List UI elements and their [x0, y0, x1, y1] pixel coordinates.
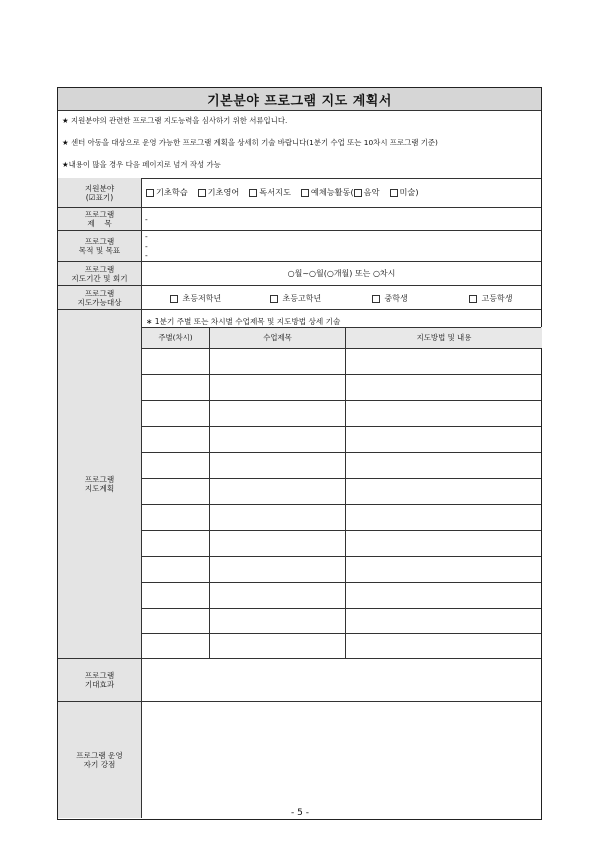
column-header-method: 지도방법 및 내용 — [346, 327, 542, 348]
label-line: 지도계획 — [84, 484, 115, 493]
label-line: (☑표기) — [85, 192, 114, 202]
note-3: ★내용이 많을 경우 다음 페이지로 넘겨 작성 가능 — [62, 160, 221, 169]
checkbox[interactable] — [469, 295, 477, 303]
target-options — [142, 286, 541, 310]
purpose-field[interactable] — [142, 231, 541, 262]
option-label: 독서지도 — [259, 187, 291, 197]
label-line: 지도기간 및 회기 — [71, 273, 128, 283]
checkbox[interactable] — [390, 189, 398, 197]
purpose-line: - — [145, 241, 148, 251]
checkbox[interactable] — [354, 189, 362, 197]
label-line: 제 목 — [87, 219, 112, 228]
label-line: 프로그램 — [84, 475, 115, 484]
grid-line — [142, 374, 541, 375]
option-label: 미술) — [399, 187, 419, 197]
column-header-lesson-title: 수업제목 — [210, 327, 345, 348]
checkbox[interactable] — [301, 189, 309, 197]
target-label — [58, 286, 142, 310]
strength-field[interactable] — [142, 702, 541, 818]
grid-line — [142, 608, 541, 609]
plan-label — [58, 310, 142, 659]
plan-instruction: ∗ 1분기 주별 또는 차시별 수업제목 및 지도방법 상세 기술 — [146, 317, 341, 326]
grid-line — [142, 504, 541, 505]
option-label: 예체능활동( — [310, 187, 354, 197]
label-line: 기대효과 — [84, 680, 115, 689]
checkbox[interactable] — [198, 189, 206, 197]
grid-line — [345, 327, 346, 658]
option-label: 기초영어 — [207, 187, 240, 197]
purpose-label — [58, 231, 142, 262]
support-field-label — [58, 178, 142, 208]
strength-label — [58, 702, 142, 818]
label-line: 지원분야 — [84, 183, 115, 193]
label-line: 프로그램 — [84, 671, 115, 680]
label-line: 프로그램 — [84, 237, 115, 246]
program-title-field[interactable] — [142, 208, 541, 231]
note-1: ★ 지원분야의 관련한 프로그램 지도능력을 심사하기 위한 서류입니다. — [62, 116, 288, 125]
label-line: 프로그램 운영 — [76, 751, 123, 760]
purpose-line: - — [145, 251, 148, 260]
note-2: ★ 센터 아동을 대상으로 운영 가능한 프로그램 계획을 상세히 기술 바랍니다(1분기 수업 또는 10차시 프로그램 기준) — [62, 138, 438, 147]
grid-line — [142, 348, 541, 349]
period-value: ○월~○월(○개월) 또는 ○차시 — [287, 269, 396, 278]
plan-area — [142, 310, 541, 659]
grid-line — [142, 452, 541, 453]
label-line: 목적 및 목표 — [78, 246, 121, 255]
form-title: 기본분야 프로그램 지도 계획서 — [58, 88, 541, 111]
label-line: 프로그램 — [84, 264, 115, 274]
notes-section — [58, 110, 541, 179]
page-number: - 5 - — [291, 808, 309, 818]
option-label: 중학생 — [384, 294, 408, 303]
label-line: 지도가능대상 — [77, 297, 122, 307]
checkbox[interactable] — [249, 189, 257, 197]
label-line: 프로그램 — [84, 210, 115, 219]
column-header-week: 주별(차시) — [142, 327, 209, 348]
option-label: 기초학습 — [156, 187, 188, 197]
grid-line — [142, 478, 541, 479]
label-line: 프로그램 — [84, 288, 115, 298]
title-value: - — [145, 214, 148, 224]
option-label: 고등학생 — [481, 294, 513, 303]
effect-label — [58, 659, 142, 702]
grid-line — [142, 582, 541, 583]
checkbox[interactable] — [372, 295, 380, 303]
grid-line — [142, 327, 541, 328]
support-field-options — [142, 178, 541, 208]
option-label: 초등저학년 — [182, 294, 222, 303]
checkbox[interactable] — [146, 189, 154, 197]
grid-line — [142, 633, 541, 634]
option-label: 초등고학년 — [282, 294, 322, 303]
grid-line — [209, 327, 210, 658]
grid-line — [142, 530, 541, 531]
label-line: 자기 강점 — [83, 760, 116, 769]
period-label — [58, 262, 142, 286]
grid-line — [142, 426, 541, 427]
program-title-label — [58, 208, 142, 231]
checkbox[interactable] — [170, 295, 178, 303]
period-field[interactable] — [142, 262, 541, 286]
grid-line — [142, 400, 541, 401]
purpose-line: - — [145, 232, 148, 241]
effect-field[interactable] — [142, 659, 541, 702]
grid-line — [142, 556, 541, 557]
plan-form — [57, 87, 542, 820]
checkbox[interactable] — [270, 295, 278, 303]
option-label: 음악 — [363, 187, 380, 197]
